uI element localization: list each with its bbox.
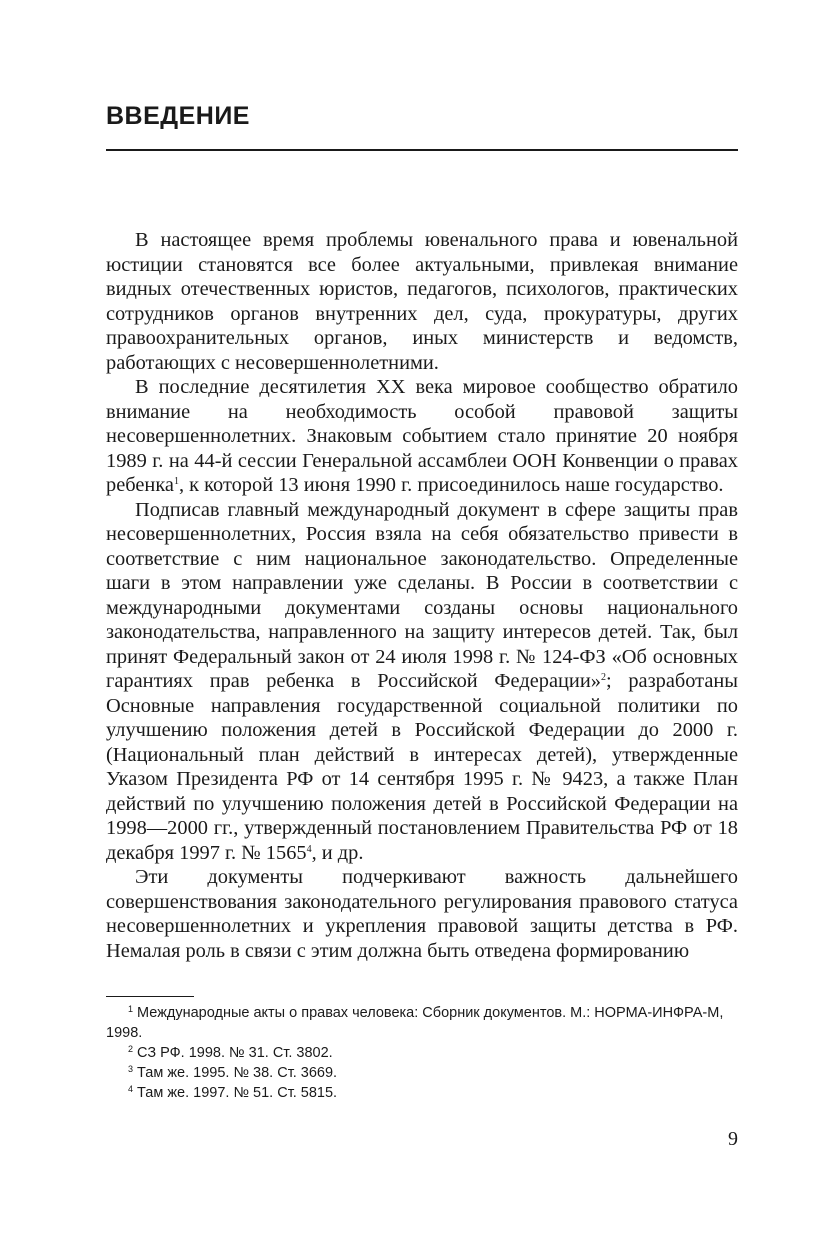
footnote-1 bbox=[106, 1003, 738, 1043]
paragraph-2-text-a: В последние десятилетия XX века мировое сообщество обратило внимание на необходимость особой правовой защиты несовершеннолетних. Знаковым событием стало принятие 20 ноября 1989 г. на 44-й сессии Генеральной ассамблеи ООН Конвенции о правах ребенка bbox=[106, 376, 738, 496]
body-text bbox=[106, 228, 738, 963]
footnote-number: 4 bbox=[128, 1084, 134, 1094]
paragraph-4: Эти документы подчеркивают важность дальнейшего совершенствования законодательного регулирования правового статуса несовершеннолетних и укрепления правовой защиты детства в РФ. Немалая роль в связи с этим должна быть отведена формированию bbox=[106, 866, 738, 962]
paragraph-3 bbox=[106, 498, 738, 866]
footnote-number: 1 bbox=[128, 1004, 134, 1014]
paragraph-3-text-a: Подписав главный международный документ в сфере защиты прав несовершеннолетних, Россия взяла на себя обязательство привести в соответствие с ним национальное законодательство. Определенные шаги в этом направлении уже сделаны. В России в соответствии с международными документами созданы основы национального законодательства, направленного на защиту интересов детей. Так, был принят Федеральный закон от 24 июля 1998 г. № 124-ФЗ «Об основных гарантиях прав ребенка в Российской Федерации» bbox=[106, 498, 738, 692]
footnote-3 bbox=[106, 1063, 738, 1083]
footnotes bbox=[106, 1003, 738, 1103]
page-number: 9 bbox=[728, 1128, 738, 1150]
footnote-number: 3 bbox=[128, 1064, 134, 1074]
footnote-2 bbox=[106, 1043, 738, 1063]
chapter-heading: ВВЕДЕНИЕ bbox=[106, 102, 250, 130]
footnote-4 bbox=[106, 1083, 738, 1103]
paragraph-2 bbox=[106, 375, 738, 498]
footnote-ref-1: 1 bbox=[173, 476, 179, 487]
footnote-separator bbox=[106, 996, 194, 997]
paragraph-1: В настоящее время проблемы ювенального права и ювенальной юстиции становятся все более актуальными, привлекая внимание видных отечественных юристов, педагогов, психологов, практических сотрудников органов внутренних дел, суда, прокуратуры, других правоохранительных органов, иных министерств и ведомств, работающих с несовершеннолетними. bbox=[106, 229, 738, 374]
paragraph-3-text-c: , и др. bbox=[311, 841, 364, 864]
footnote-text: Там же. 1997. № 51. Ст. 5815. bbox=[137, 1085, 338, 1101]
footnote-ref-4: 4 bbox=[306, 843, 312, 855]
paragraph-2-text-b: , к которой 13 июня 1990 г. присоединилось наше государство. bbox=[178, 474, 724, 496]
footnote-ref-2: 2 bbox=[600, 672, 606, 683]
paragraph-3-text-b: ; разработаны Основные направления государственной социальной политики по улучшению положения детей в Российской Федерации до 2000 г. (Национальный план действий в интересах детей), утвержденные Указом Президента РФ от 14 сентября 1995 г. № 9423, а также План действий по улучшению положения детей в Российской Федерации на 1998—2000 гг., утвержденный постановлением Правительства РФ от 18 декабря 1997 г. № 1565 bbox=[106, 670, 738, 864]
footnote-text: Там же. 1995. № 38. Ст. 3669. bbox=[137, 1065, 338, 1081]
footnote-text: Международные акты о правах человека: Сборник документов. М.: НОРМА-ИНФРА-М, 1998. bbox=[106, 1005, 724, 1041]
footnote-text: СЗ РФ. 1998. № 31. Ст. 3802. bbox=[137, 1045, 333, 1061]
footnote-number: 2 bbox=[128, 1044, 134, 1054]
heading-rule bbox=[106, 149, 738, 151]
